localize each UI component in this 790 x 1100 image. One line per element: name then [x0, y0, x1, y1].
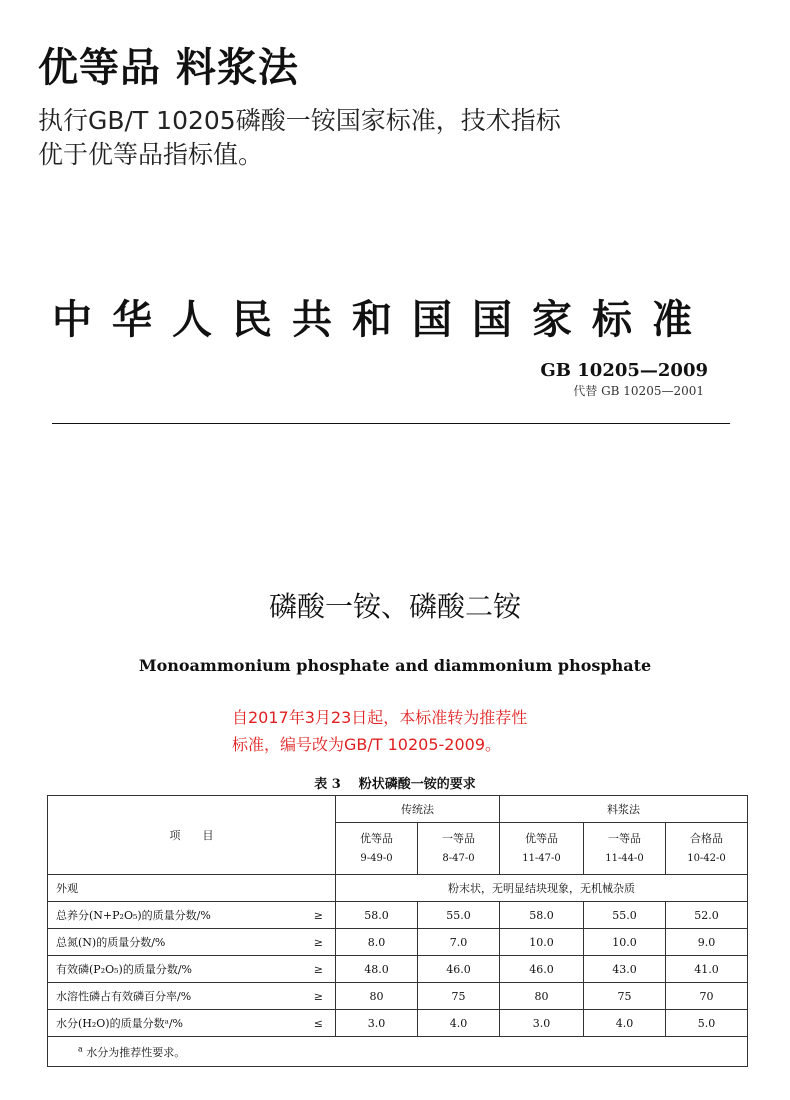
grade-header: 合格品 10-42-0 — [666, 823, 748, 875]
grade-header: 一等品 8-47-0 — [418, 823, 500, 875]
table-cell: 10.0 — [584, 929, 666, 956]
standard-title: 中华人民共和国国家标准 — [52, 296, 712, 343]
table-row — [48, 956, 748, 983]
standard-replaces: 代替 GB 10205—2001 — [573, 384, 704, 398]
table-caption-number: 表 3 — [314, 777, 341, 792]
table-cell: 55.0 — [418, 902, 500, 929]
table-cell: 58.0 — [336, 902, 418, 929]
table-cell: 58.0 — [500, 902, 584, 929]
table-row — [48, 1010, 748, 1037]
row-operator: ≤ — [313, 1016, 323, 1030]
row-operator: ≥ — [313, 908, 323, 922]
row-label: 有效磷(P₂O₅)的质量分数/% — [56, 963, 192, 976]
footnote-text: 水分为推荐性要求。 — [86, 1045, 186, 1059]
table-row-appearance — [48, 875, 748, 902]
appearance-value: 粉末状，无明显结块现象，无机械杂质 — [336, 875, 748, 902]
table-row — [48, 902, 748, 929]
notice — [232, 704, 592, 758]
table-cell: 10.0 — [500, 929, 584, 956]
table-cell: 48.0 — [336, 956, 418, 983]
document-title-cn: 磷酸一铵、磷酸二铵 — [268, 590, 521, 623]
table-cell: 46.0 — [500, 956, 584, 983]
table-cell: 4.0 — [584, 1010, 666, 1037]
table-caption — [0, 773, 790, 792]
notice-line-1: 自2017年3月23日起，本标准转为推荐性 — [232, 708, 528, 727]
row-operator: ≥ — [313, 935, 323, 949]
row-label: 水分(H₂O)的质量分数ᵃ/% — [56, 1017, 184, 1030]
table-cell: 75 — [418, 983, 500, 1010]
footnote-mark: a — [78, 1043, 83, 1053]
header-rule — [52, 423, 730, 424]
table-row — [48, 983, 748, 1010]
table-cell: 4.0 — [418, 1010, 500, 1037]
table-cell: 3.0 — [500, 1010, 584, 1037]
table-cell: 70 — [666, 983, 748, 1010]
row-label: 水溶性磷占有效磷百分率/% — [56, 990, 192, 1003]
row-label: 总氮(N)的质量分数/% — [56, 936, 166, 949]
row-label: 外观 — [48, 875, 336, 902]
table-footnote-row — [48, 1037, 748, 1067]
table-header-row-1 — [48, 796, 748, 823]
table-caption-text: 粉状磷酸一铵的要求 — [358, 777, 476, 792]
table-cell: 41.0 — [666, 956, 748, 983]
table-footnote — [48, 1037, 748, 1067]
table-row — [48, 929, 748, 956]
group-header-slurry: 料浆法 — [500, 796, 748, 823]
table-cell: 7.0 — [418, 929, 500, 956]
grade-header: 优等品 9-49-0 — [336, 823, 418, 875]
table-cell: 80 — [500, 983, 584, 1010]
table-cell: 55.0 — [584, 902, 666, 929]
row-label: 总养分(N+P₂O₅)的质量分数/% — [56, 909, 211, 922]
row-operator: ≥ — [313, 962, 323, 976]
subtitle: 执行GB/T 10205磷酸一铵国家标准，技术指标优于优等品指标值。 — [38, 106, 561, 169]
table-cell: 8.0 — [336, 929, 418, 956]
document-title-en: Monoammonium phosphate and diammonium phosphate — [138, 656, 652, 675]
table-cell: 3.0 — [336, 1010, 418, 1037]
table-cell: 75 — [584, 983, 666, 1010]
table-cell: 43.0 — [584, 956, 666, 983]
grade-header: 一等品 11-44-0 — [584, 823, 666, 875]
item-header: 项 目 — [48, 796, 336, 875]
table-cell: 46.0 — [418, 956, 500, 983]
spec-table — [47, 795, 748, 1067]
table-cell: 9.0 — [666, 929, 748, 956]
group-header-traditional: 传统法 — [336, 796, 500, 823]
grade-header: 优等品 11-47-0 — [500, 823, 584, 875]
table-cell: 5.0 — [666, 1010, 748, 1037]
notice-line-2: 标准，编号改为GB/T 10205-2009。 — [232, 735, 502, 754]
row-operator: ≥ — [313, 989, 323, 1003]
table-cell: 52.0 — [666, 902, 748, 929]
headline: 优等品 料浆法 — [38, 45, 299, 91]
standard-code: GB 10205—2009 — [540, 360, 708, 381]
table-cell: 80 — [336, 983, 418, 1010]
